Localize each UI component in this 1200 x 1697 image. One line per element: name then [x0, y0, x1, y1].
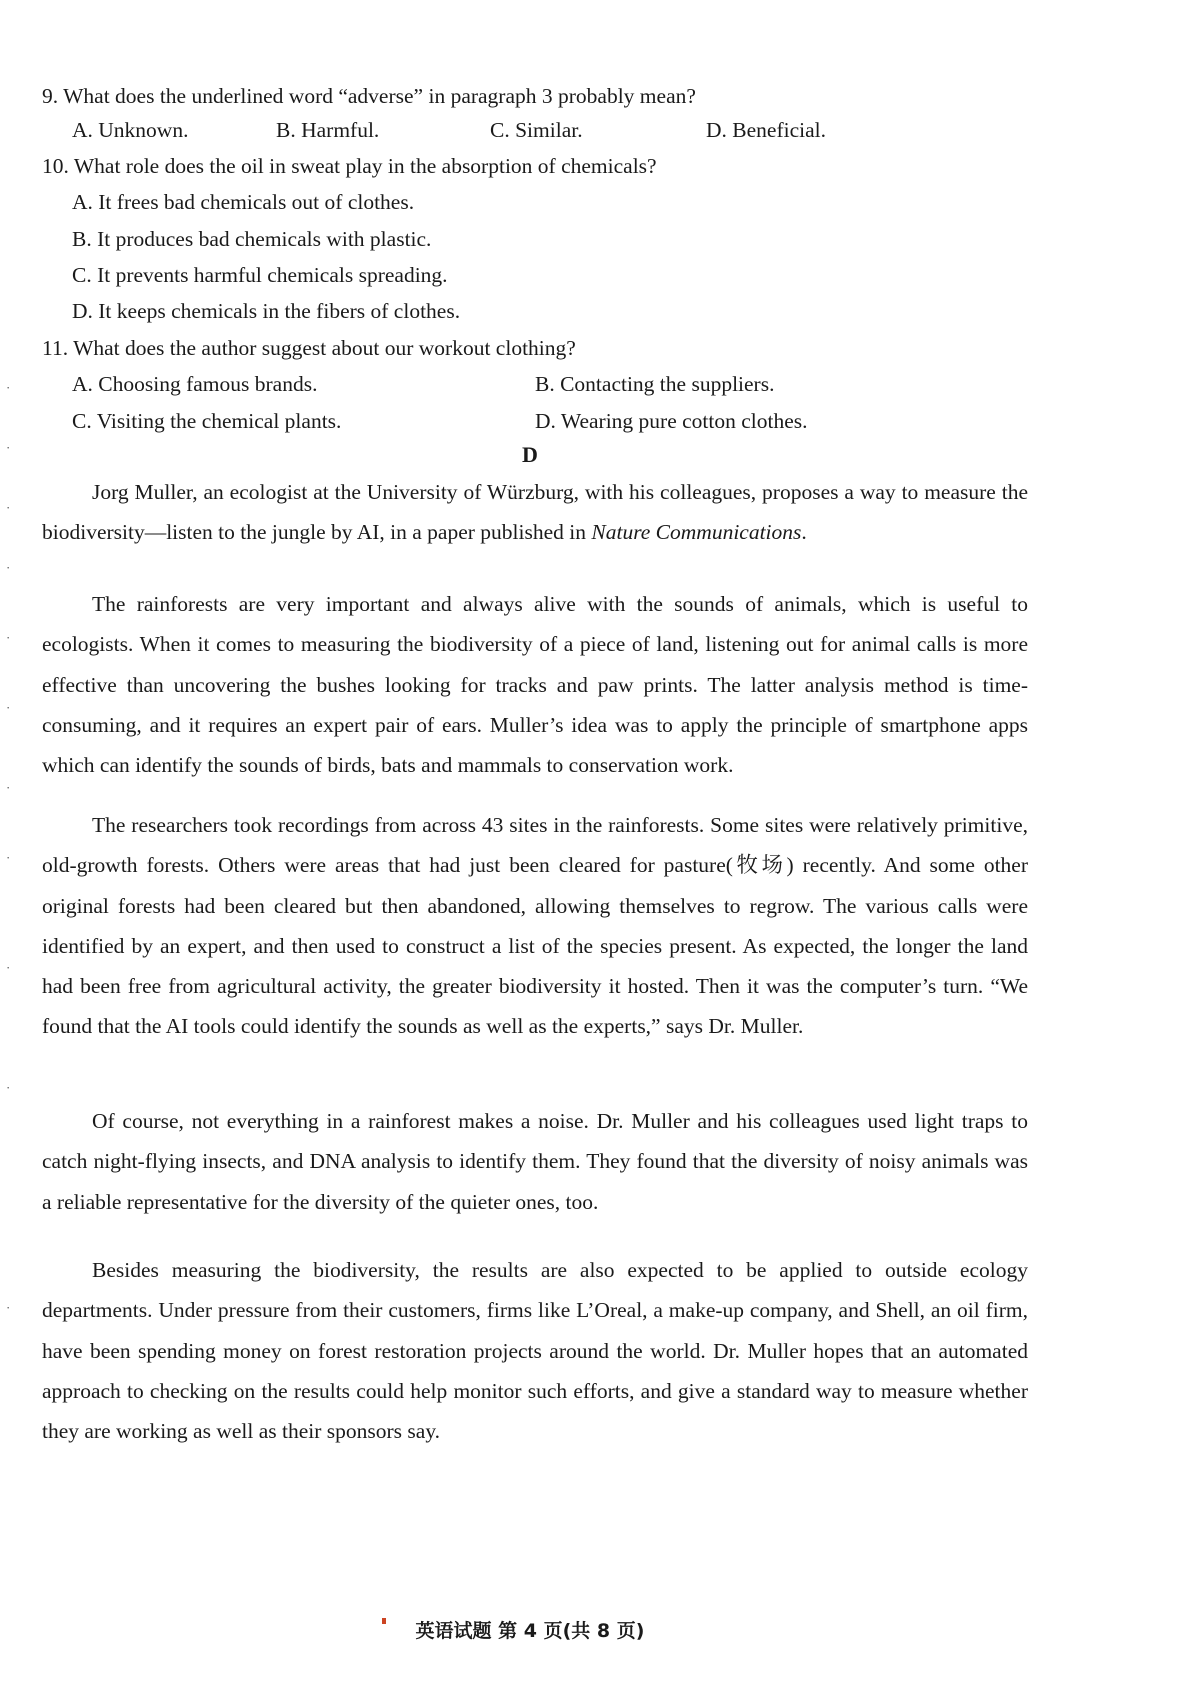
q10-option-c: C. It prevents harmful chemicals spreading.	[72, 263, 448, 287]
passage-paragraph-5: Besides measuring the biodiversity, the results are also expected to be applied to outside ecology departments. Under pressure from their customers, firms like L’Oreal, a make-up company, and Shell, an oil firm, have been spending money on forest restoration projects around the world. Dr. Muller hopes that an automated approach to checking on the results could help monitor such efforts, and give a standard way to measure whether they are working as well as their sponsors say.	[42, 1258, 1028, 1444]
q10-option-a: A. It frees bad chemicals out of clothes.	[72, 190, 415, 214]
journal-name: Nature Communications	[591, 520, 802, 545]
q10-option-d: D. It keeps chemicals in the fibers of clothes.	[72, 299, 461, 323]
page-footer: 英语试题 第 4 页(共 8 页)	[415, 1620, 645, 1642]
q9-option-b: B. Harmful.	[276, 118, 380, 142]
q11-option-c: C. Visiting the chemical plants.	[72, 409, 342, 433]
question-9-stem: 9. What does the underlined word “adverse” in paragraph 3 probably mean?	[42, 84, 696, 108]
passage-paragraph-4: Of course, not everything in a rainforest makes a noise. Dr. Muller and his colleagues used light traps to catch night-flying insects, and DNA analysis to identify them. They found that the diversity of noisy animals was a reliable representative for the diversity of the quieter ones, too.	[42, 1109, 1028, 1214]
p1-end: .	[801, 520, 807, 545]
question-11-stem: 11. What does the author suggest about our workout clothing?	[42, 336, 576, 360]
question-10-stem: 10. What role does the oil in sweat play in the absorption of chemicals?	[42, 154, 657, 178]
q9-option-a: A. Unknown.	[72, 118, 189, 142]
q11-option-a: A. Choosing famous brands.	[72, 372, 318, 396]
p1-text: Jorg Muller, an ecologist at the University of Würzburg, with his colleagues, proposes a way to measure the biodiversity—listen to the jungle by AI, in a paper published in	[42, 480, 1028, 545]
q9-option-c: C. Similar.	[490, 118, 583, 142]
passage-paragraph-2: The rainforests are very important and always alive with the sounds of animals, which is useful to ecologists. When it comes to measuring the biodiversity of a piece of land, listening out for animal calls is more effective than uncovering the bushes looking for tracks and paw prints. The latter analysis method is time-consuming, and it requires an expert pair of ears. Muller’s idea was to apply the principle of smartphone apps which can identify the sounds of birds, bats and mammals to conservation work.	[42, 592, 1028, 778]
binding-margin-marks: · · · · · · · · · · ·	[6, 380, 11, 1315]
q11-option-b: B. Contacting the suppliers.	[535, 372, 775, 396]
passage-paragraph-3: The researchers took recordings from across 43 sites in the rainforests. Some sites were relatively primitive, old-growth forests. Others were areas that had just been cleared for pasture(牧场) recently. And some other original forests had been cleared but then abandoned, allowing themselves to regrow. The various calls were identified by an expert, and then used to construct a list of the species present. As expected, the longer the land had been free from agricultural activity, the greater biodiversity it hosted. Then it was the computer’s turn. “We found that the AI tools could identify the sounds as well as the experts,” says Dr. Muller.	[42, 813, 1028, 1039]
section-heading: D	[522, 442, 538, 467]
q9-option-d: D. Beneficial.	[706, 118, 826, 142]
passage-paragraph-1	[42, 472, 1028, 553]
q11-option-d: D. Wearing pure cotton clothes.	[535, 409, 808, 433]
q10-option-b: B. It produces bad chemicals with plastic.	[72, 227, 432, 251]
